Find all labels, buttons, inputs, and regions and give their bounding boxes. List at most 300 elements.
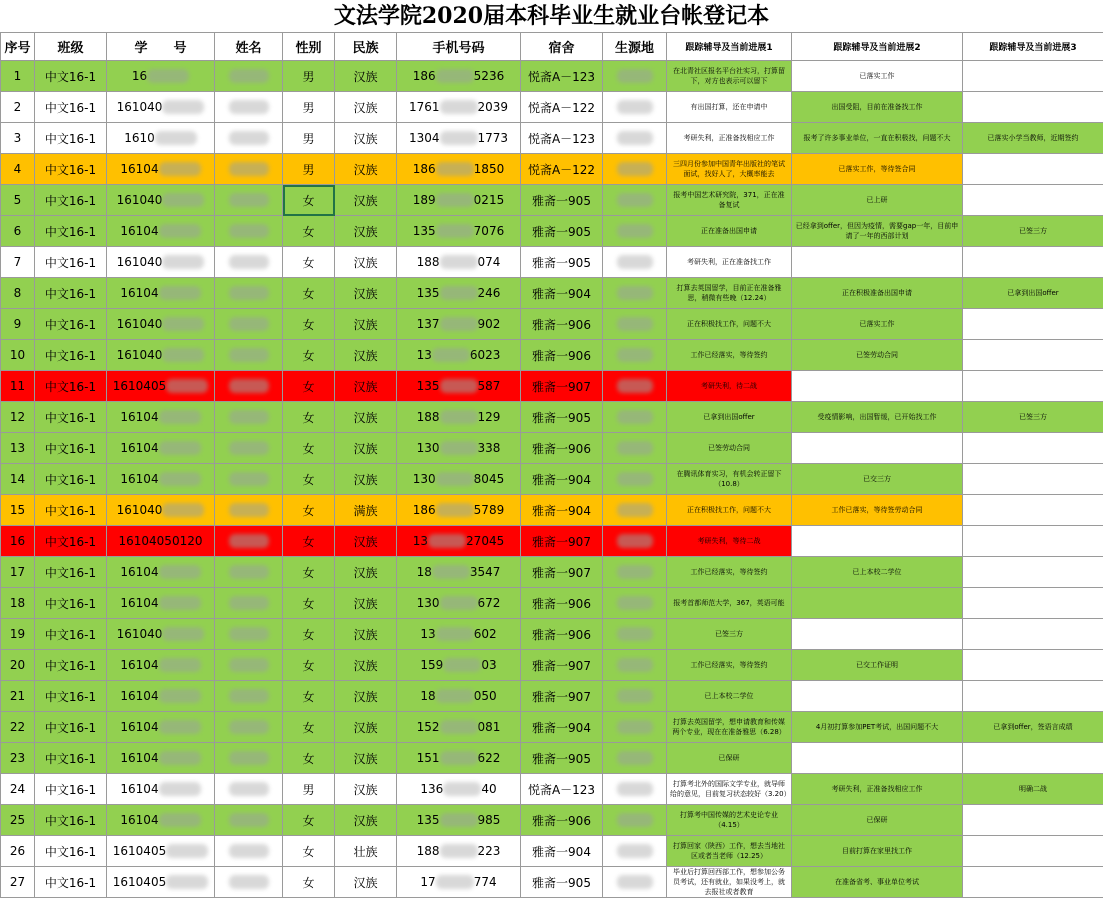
cell-phone[interactable] — [397, 743, 521, 774]
cell-gender[interactable]: 男 — [283, 123, 335, 154]
cell-index[interactable]: 15 — [1, 495, 35, 526]
table-row[interactable] — [1, 836, 1103, 867]
cell-index[interactable]: 18 — [1, 588, 35, 619]
cell-phone[interactable] — [397, 433, 521, 464]
cell-dorm[interactable]: 雅斋一907 — [521, 557, 603, 588]
cell-origin[interactable] — [603, 92, 667, 123]
cell-progress-3[interactable] — [963, 805, 1103, 836]
cell-student-id[interactable] — [107, 681, 215, 712]
cell-class[interactable]: 中文16-1 — [35, 650, 107, 681]
cell-ethnicity[interactable]: 汉族 — [335, 433, 397, 464]
cell-index[interactable]: 14 — [1, 464, 35, 495]
cell-class[interactable]: 中文16-1 — [35, 154, 107, 185]
cell-dorm[interactable]: 悦斋A－123 — [521, 61, 603, 92]
cell-progress-2[interactable] — [792, 247, 963, 278]
cell-progress-1[interactable]: 打算去英国留学，目前正在准备雅思，稍微有些晚（12.24） — [667, 278, 792, 309]
table-row[interactable] — [1, 526, 1103, 557]
cell-dorm[interactable]: 雅斋一905 — [521, 402, 603, 433]
cell-progress-2[interactable] — [792, 588, 963, 619]
cell-student-id[interactable] — [107, 588, 215, 619]
cell-index[interactable]: 20 — [1, 650, 35, 681]
cell-ethnicity[interactable]: 汉族 — [335, 557, 397, 588]
cell-student-id[interactable] — [107, 650, 215, 681]
cell-class[interactable]: 中文16-1 — [35, 433, 107, 464]
cell-origin[interactable] — [603, 464, 667, 495]
cell-dorm[interactable]: 雅斋一904 — [521, 836, 603, 867]
table-row[interactable] — [1, 309, 1103, 340]
cell-ethnicity[interactable]: 汉族 — [335, 185, 397, 216]
col-header-progress-2[interactable]: 跟踪辅导及当前进展2 — [792, 33, 963, 61]
cell-progress-2[interactable]: 考研失利，正准备找相应工作 — [792, 774, 963, 805]
cell-dorm[interactable]: 雅斋一907 — [521, 371, 603, 402]
cell-progress-1[interactable]: 正在准备出国申请 — [667, 216, 792, 247]
cell-progress-3[interactable]: 已拿到offer，签语言成绩 — [963, 712, 1103, 743]
cell-progress-2[interactable]: 已上研 — [792, 185, 963, 216]
cell-progress-3[interactable] — [963, 464, 1103, 495]
table-row[interactable] — [1, 712, 1103, 743]
cell-progress-1[interactable]: 报考中国艺术研究院，371，正在准备复试 — [667, 185, 792, 216]
cell-class[interactable]: 中文16-1 — [35, 774, 107, 805]
cell-progress-1[interactable]: 考研失利，正在准备找工作 — [667, 247, 792, 278]
cell-ethnicity[interactable]: 汉族 — [335, 309, 397, 340]
cell-gender[interactable]: 女 — [283, 805, 335, 836]
cell-index[interactable]: 13 — [1, 433, 35, 464]
cell-index[interactable]: 4 — [1, 154, 35, 185]
cell-name[interactable] — [215, 805, 283, 836]
cell-progress-3[interactable] — [963, 185, 1103, 216]
cell-origin[interactable] — [603, 557, 667, 588]
table-row[interactable] — [1, 123, 1103, 154]
cell-ethnicity[interactable]: 汉族 — [335, 805, 397, 836]
cell-dorm[interactable]: 雅斋一904 — [521, 712, 603, 743]
cell-name[interactable] — [215, 495, 283, 526]
cell-progress-1[interactable]: 正在积极找工作，问题不大 — [667, 495, 792, 526]
col-header-index[interactable]: 序号 — [1, 33, 35, 61]
cell-name[interactable] — [215, 743, 283, 774]
cell-phone[interactable] — [397, 61, 521, 92]
col-header-origin[interactable]: 生源地 — [603, 33, 667, 61]
cell-progress-1[interactable]: 已拿到出国offer — [667, 402, 792, 433]
cell-origin[interactable] — [603, 247, 667, 278]
cell-progress-3[interactable] — [963, 681, 1103, 712]
cell-progress-3[interactable] — [963, 743, 1103, 774]
cell-index[interactable]: 27 — [1, 867, 35, 898]
cell-student-id[interactable] — [107, 557, 215, 588]
cell-phone[interactable] — [397, 464, 521, 495]
cell-gender[interactable]: 女 — [283, 495, 335, 526]
table-row[interactable] — [1, 278, 1103, 309]
cell-progress-1[interactable]: 已保研 — [667, 743, 792, 774]
cell-index[interactable]: 26 — [1, 836, 35, 867]
cell-index[interactable]: 12 — [1, 402, 35, 433]
cell-gender[interactable]: 女 — [283, 619, 335, 650]
col-header-dorm[interactable]: 宿舍 — [521, 33, 603, 61]
cell-index[interactable]: 1 — [1, 61, 35, 92]
cell-origin[interactable] — [603, 123, 667, 154]
cell-phone[interactable] — [397, 371, 521, 402]
cell-ethnicity[interactable]: 汉族 — [335, 340, 397, 371]
cell-gender[interactable]: 女 — [283, 526, 335, 557]
cell-student-id[interactable] — [107, 216, 215, 247]
cell-class[interactable]: 中文16-1 — [35, 371, 107, 402]
table-row[interactable] — [1, 650, 1103, 681]
cell-phone[interactable] — [397, 402, 521, 433]
cell-name[interactable] — [215, 340, 283, 371]
cell-gender[interactable]: 女 — [283, 216, 335, 247]
cell-phone[interactable] — [397, 154, 521, 185]
table-row[interactable] — [1, 61, 1103, 92]
cell-ethnicity[interactable]: 汉族 — [335, 774, 397, 805]
cell-gender[interactable]: 女 — [283, 681, 335, 712]
cell-origin[interactable] — [603, 588, 667, 619]
cell-phone[interactable] — [397, 185, 521, 216]
cell-gender[interactable]: 女 — [283, 371, 335, 402]
cell-phone[interactable] — [397, 588, 521, 619]
cell-student-id[interactable] — [107, 185, 215, 216]
cell-student-id[interactable] — [107, 712, 215, 743]
cell-origin[interactable] — [603, 495, 667, 526]
cell-origin[interactable] — [603, 650, 667, 681]
cell-phone[interactable] — [397, 526, 521, 557]
table-row[interactable] — [1, 774, 1103, 805]
cell-phone[interactable] — [397, 557, 521, 588]
cell-origin[interactable] — [603, 402, 667, 433]
cell-name[interactable] — [215, 557, 283, 588]
cell-class[interactable]: 中文16-1 — [35, 588, 107, 619]
table-row[interactable] — [1, 216, 1103, 247]
cell-ethnicity[interactable]: 汉族 — [335, 278, 397, 309]
cell-dorm[interactable]: 雅斋一906 — [521, 433, 603, 464]
cell-class[interactable]: 中文16-1 — [35, 805, 107, 836]
cell-dorm[interactable]: 悦斋A－123 — [521, 123, 603, 154]
cell-name[interactable] — [215, 433, 283, 464]
cell-progress-2[interactable] — [792, 371, 963, 402]
cell-gender[interactable]: 女 — [283, 402, 335, 433]
cell-progress-3[interactable]: 已落实小学当教师，近期签约 — [963, 123, 1103, 154]
cell-origin[interactable] — [603, 216, 667, 247]
cell-phone[interactable] — [397, 712, 521, 743]
cell-class[interactable]: 中文16-1 — [35, 61, 107, 92]
cell-student-id[interactable] — [107, 278, 215, 309]
cell-origin[interactable] — [603, 805, 667, 836]
cell-ethnicity[interactable]: 汉族 — [335, 526, 397, 557]
cell-phone[interactable] — [397, 309, 521, 340]
cell-progress-3[interactable] — [963, 588, 1103, 619]
cell-progress-2[interactable]: 已落实工作 — [792, 309, 963, 340]
cell-index[interactable]: 11 — [1, 371, 35, 402]
cell-index[interactable]: 9 — [1, 309, 35, 340]
cell-progress-2[interactable] — [792, 681, 963, 712]
table-row[interactable] — [1, 464, 1103, 495]
cell-class[interactable]: 中文16-1 — [35, 743, 107, 774]
cell-progress-3[interactable] — [963, 61, 1103, 92]
cell-progress-1[interactable]: 三四月份参加中国青年出版社的笔试面试，找好人了，大概率能去 — [667, 154, 792, 185]
cell-progress-1[interactable]: 打算考北外的国际文学专业，就导师给的意见，目前复习状态较好（3.20） — [667, 774, 792, 805]
cell-student-id[interactable] — [107, 743, 215, 774]
cell-gender[interactable]: 女 — [283, 278, 335, 309]
col-header-progress-3[interactable]: 跟踪辅导及当前进展3 — [963, 33, 1103, 61]
cell-dorm[interactable]: 悦斋A－123 — [521, 774, 603, 805]
table-row[interactable] — [1, 92, 1103, 123]
table-row[interactable] — [1, 433, 1103, 464]
cell-progress-1[interactable]: 工作已经落实，等待签约 — [667, 650, 792, 681]
cell-class[interactable]: 中文16-1 — [35, 247, 107, 278]
cell-student-id[interactable] — [107, 836, 215, 867]
table-row[interactable] — [1, 371, 1103, 402]
cell-progress-3[interactable] — [963, 619, 1103, 650]
cell-progress-2[interactable]: 4月初打算参加PET考试，出国问题不大 — [792, 712, 963, 743]
cell-phone[interactable] — [397, 495, 521, 526]
cell-progress-1[interactable]: 考研失利，待二战 — [667, 371, 792, 402]
cell-progress-1[interactable]: 考研失利，正准备找相应工作 — [667, 123, 792, 154]
cell-gender[interactable]: 女 — [283, 247, 335, 278]
cell-progress-1[interactable]: 毕业后打算回西部工作，想参加公务员考试，还有就业，如果没考上，就去报社或者教育 — [667, 867, 792, 898]
cell-origin[interactable] — [603, 526, 667, 557]
cell-index[interactable]: 10 — [1, 340, 35, 371]
cell-index[interactable]: 22 — [1, 712, 35, 743]
cell-gender[interactable]: 男 — [283, 61, 335, 92]
cell-gender[interactable]: 女 — [283, 557, 335, 588]
cell-ethnicity[interactable]: 汉族 — [335, 123, 397, 154]
cell-dorm[interactable]: 雅斋一904 — [521, 464, 603, 495]
cell-class[interactable]: 中文16-1 — [35, 836, 107, 867]
cell-progress-2[interactable] — [792, 526, 963, 557]
cell-progress-2[interactable]: 已交三方 — [792, 464, 963, 495]
cell-progress-2[interactable]: 受疫情影响，出国暂缓，已开始找工作 — [792, 402, 963, 433]
col-header-class[interactable]: 班级 — [35, 33, 107, 61]
cell-index[interactable]: 21 — [1, 681, 35, 712]
cell-class[interactable]: 中文16-1 — [35, 464, 107, 495]
cell-origin[interactable] — [603, 619, 667, 650]
cell-phone[interactable] — [397, 619, 521, 650]
cell-progress-2[interactable]: 已保研 — [792, 805, 963, 836]
cell-phone[interactable] — [397, 278, 521, 309]
cell-dorm[interactable]: 雅斋一905 — [521, 216, 603, 247]
table-row[interactable] — [1, 557, 1103, 588]
cell-origin[interactable] — [603, 774, 667, 805]
cell-progress-3[interactable] — [963, 247, 1103, 278]
cell-progress-2[interactable]: 已签劳动合同 — [792, 340, 963, 371]
cell-origin[interactable] — [603, 185, 667, 216]
cell-student-id[interactable] — [107, 867, 215, 898]
cell-class[interactable]: 中文16-1 — [35, 185, 107, 216]
cell-progress-3[interactable]: 明确二战 — [963, 774, 1103, 805]
cell-ethnicity[interactable]: 汉族 — [335, 650, 397, 681]
cell-dorm[interactable]: 悦斋A－122 — [521, 92, 603, 123]
cell-student-id[interactable] — [107, 371, 215, 402]
cell-student-id[interactable] — [107, 433, 215, 464]
cell-progress-3[interactable] — [963, 340, 1103, 371]
cell-origin[interactable] — [603, 340, 667, 371]
cell-dorm[interactable]: 雅斋一904 — [521, 278, 603, 309]
col-header-ethnicity[interactable]: 民族 — [335, 33, 397, 61]
cell-name[interactable] — [215, 92, 283, 123]
table-row[interactable] — [1, 340, 1103, 371]
cell-progress-2[interactable]: 已落实工作，等待签合同 — [792, 154, 963, 185]
table-row[interactable] — [1, 743, 1103, 774]
cell-index[interactable]: 23 — [1, 743, 35, 774]
cell-class[interactable]: 中文16-1 — [35, 309, 107, 340]
cell-progress-3[interactable] — [963, 154, 1103, 185]
cell-origin[interactable] — [603, 371, 667, 402]
cell-progress-3[interactable] — [963, 650, 1103, 681]
cell-ethnicity[interactable]: 壮族 — [335, 836, 397, 867]
cell-index[interactable]: 16 — [1, 526, 35, 557]
cell-name[interactable] — [215, 774, 283, 805]
table-row[interactable] — [1, 495, 1103, 526]
cell-gender[interactable]: 女 — [283, 712, 335, 743]
cell-progress-2[interactable] — [792, 743, 963, 774]
col-header-phone[interactable]: 手机号码 — [397, 33, 521, 61]
cell-gender[interactable]: 女 — [283, 588, 335, 619]
cell-student-id[interactable] — [107, 247, 215, 278]
cell-student-id[interactable] — [107, 340, 215, 371]
cell-dorm[interactable]: 悦斋A－122 — [521, 154, 603, 185]
cell-phone[interactable] — [397, 123, 521, 154]
cell-name[interactable] — [215, 278, 283, 309]
cell-progress-2[interactable]: 目前打算在家里找工作 — [792, 836, 963, 867]
col-header-gender[interactable]: 性别 — [283, 33, 335, 61]
table-row[interactable] — [1, 619, 1103, 650]
cell-ethnicity[interactable]: 汉族 — [335, 154, 397, 185]
cell-name[interactable] — [215, 681, 283, 712]
cell-dorm[interactable]: 雅斋一905 — [521, 867, 603, 898]
cell-student-id[interactable] — [107, 402, 215, 433]
cell-class[interactable]: 中文16-1 — [35, 123, 107, 154]
cell-dorm[interactable]: 雅斋一906 — [521, 340, 603, 371]
cell-phone[interactable] — [397, 247, 521, 278]
table-row[interactable] — [1, 588, 1103, 619]
cell-gender[interactable]: 女 — [283, 433, 335, 464]
cell-ethnicity[interactable]: 汉族 — [335, 588, 397, 619]
cell-name[interactable] — [215, 185, 283, 216]
cell-progress-1[interactable]: 在腾讯体育实习，有机会转正留下（10.8） — [667, 464, 792, 495]
cell-progress-3[interactable] — [963, 371, 1103, 402]
cell-progress-3[interactable] — [963, 557, 1103, 588]
cell-ethnicity[interactable]: 汉族 — [335, 92, 397, 123]
table-row[interactable] — [1, 154, 1103, 185]
cell-gender[interactable]: 男 — [283, 154, 335, 185]
cell-phone[interactable] — [397, 774, 521, 805]
cell-phone[interactable] — [397, 340, 521, 371]
cell-dorm[interactable]: 雅斋一905 — [521, 743, 603, 774]
cell-student-id[interactable] — [107, 123, 215, 154]
cell-phone[interactable] — [397, 836, 521, 867]
cell-class[interactable]: 中文16-1 — [35, 92, 107, 123]
cell-origin[interactable] — [603, 836, 667, 867]
cell-name[interactable] — [215, 619, 283, 650]
cell-student-id[interactable] — [107, 61, 215, 92]
cell-index[interactable]: 8 — [1, 278, 35, 309]
cell-origin[interactable] — [603, 309, 667, 340]
cell-name[interactable] — [215, 247, 283, 278]
cell-phone[interactable] — [397, 681, 521, 712]
table-row[interactable] — [1, 247, 1103, 278]
cell-index[interactable]: 24 — [1, 774, 35, 805]
cell-name[interactable] — [215, 309, 283, 340]
cell-class[interactable]: 中文16-1 — [35, 681, 107, 712]
cell-progress-1[interactable]: 已签三方 — [667, 619, 792, 650]
cell-gender[interactable]: 女 — [283, 309, 335, 340]
cell-progress-2[interactable]: 出国受阻，目前在准备找工作 — [792, 92, 963, 123]
cell-gender[interactable]: 女 — [283, 743, 335, 774]
cell-gender[interactable]: 女 — [283, 836, 335, 867]
cell-ethnicity[interactable]: 汉族 — [335, 61, 397, 92]
cell-class[interactable]: 中文16-1 — [35, 340, 107, 371]
cell-class[interactable]: 中文16-1 — [35, 557, 107, 588]
cell-dorm[interactable]: 雅斋一907 — [521, 526, 603, 557]
cell-name[interactable] — [215, 588, 283, 619]
cell-ethnicity[interactable]: 汉族 — [335, 712, 397, 743]
cell-progress-3[interactable] — [963, 495, 1103, 526]
cell-origin[interactable] — [603, 743, 667, 774]
cell-student-id[interactable] — [107, 464, 215, 495]
cell-name[interactable] — [215, 526, 283, 557]
cell-progress-1[interactable]: 打算回家（陕西）工作，想去当地社区或者当老师（12.25） — [667, 836, 792, 867]
cell-progress-2[interactable] — [792, 619, 963, 650]
cell-class[interactable]: 中文16-1 — [35, 526, 107, 557]
cell-ethnicity[interactable]: 汉族 — [335, 247, 397, 278]
cell-progress-1[interactable]: 有出国打算，还在申请中 — [667, 92, 792, 123]
cell-name[interactable] — [215, 867, 283, 898]
cell-progress-1[interactable]: 工作已经落实，等待签约 — [667, 340, 792, 371]
cell-progress-3[interactable] — [963, 92, 1103, 123]
cell-student-id[interactable] — [107, 774, 215, 805]
cell-name[interactable] — [215, 712, 283, 743]
cell-progress-3[interactable]: 已签三方 — [963, 402, 1103, 433]
cell-dorm[interactable]: 雅斋一907 — [521, 681, 603, 712]
cell-index[interactable]: 7 — [1, 247, 35, 278]
cell-progress-1[interactable]: 在北青社区报名平台社实习，打算留下，对方也表示可以留下 — [667, 61, 792, 92]
cell-index[interactable]: 6 — [1, 216, 35, 247]
cell-dorm[interactable]: 雅斋一906 — [521, 588, 603, 619]
cell-progress-2[interactable]: 已落实工作 — [792, 61, 963, 92]
cell-gender[interactable]: 女 — [283, 340, 335, 371]
cell-origin[interactable] — [603, 433, 667, 464]
cell-name[interactable] — [215, 402, 283, 433]
cell-origin[interactable] — [603, 867, 667, 898]
table-row[interactable] — [1, 867, 1103, 898]
cell-phone[interactable] — [397, 92, 521, 123]
cell-progress-2[interactable]: 报考了许多事业单位，一直在积极找，问题不大 — [792, 123, 963, 154]
cell-ethnicity[interactable]: 汉族 — [335, 464, 397, 495]
col-header-student-id[interactable]: 学 号 — [107, 33, 215, 61]
cell-progress-3[interactable] — [963, 867, 1103, 898]
cell-gender[interactable]: 男 — [283, 774, 335, 805]
cell-phone[interactable] — [397, 216, 521, 247]
cell-student-id[interactable] — [107, 154, 215, 185]
cell-dorm[interactable]: 雅斋一905 — [521, 185, 603, 216]
cell-progress-1[interactable]: 报考首都师范大学，367，英语可能 — [667, 588, 792, 619]
cell-gender[interactable]: 女 — [283, 464, 335, 495]
cell-progress-1[interactable]: 已签劳动合同 — [667, 433, 792, 464]
cell-index[interactable]: 5 — [1, 185, 35, 216]
cell-name[interactable] — [215, 61, 283, 92]
cell-dorm[interactable]: 雅斋一906 — [521, 309, 603, 340]
cell-index[interactable]: 3 — [1, 123, 35, 154]
cell-progress-2[interactable]: 已上本校二学位 — [792, 557, 963, 588]
cell-index[interactable]: 19 — [1, 619, 35, 650]
cell-dorm[interactable]: 雅斋一907 — [521, 650, 603, 681]
cell-progress-2[interactable]: 工作已落实，等待签劳动合同 — [792, 495, 963, 526]
cell-progress-2[interactable] — [792, 433, 963, 464]
cell-name[interactable] — [215, 154, 283, 185]
cell-origin[interactable] — [603, 61, 667, 92]
cell-progress-3[interactable] — [963, 309, 1103, 340]
cell-progress-2[interactable]: 在准备省考、事业单位考试 — [792, 867, 963, 898]
cell-index[interactable]: 17 — [1, 557, 35, 588]
cell-index[interactable]: 2 — [1, 92, 35, 123]
